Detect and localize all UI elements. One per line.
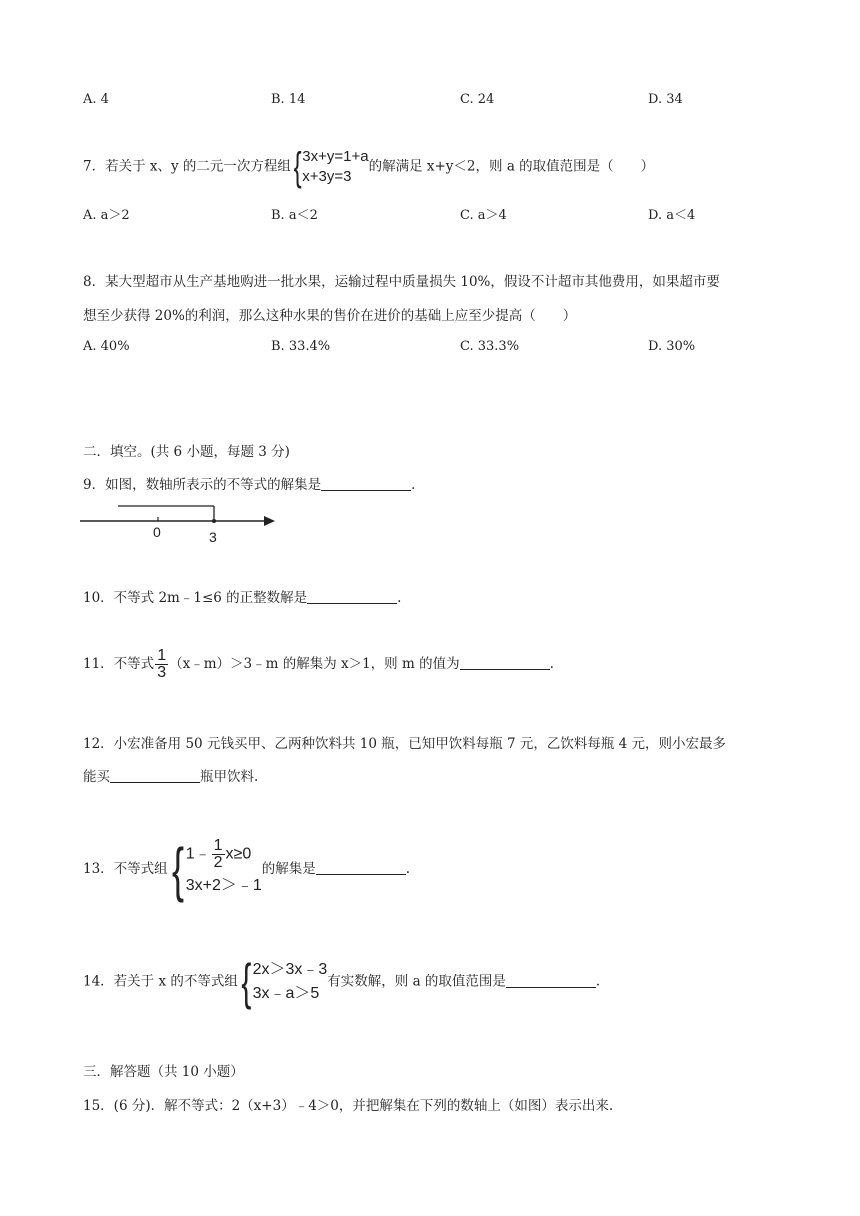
q7-prefix: 7．若关于 x、y 的二元一次方程组 [83,158,291,175]
arrow-head-icon [264,516,275,526]
q13-ineq1: 1﹣ $\frac{1}{2}$ x≥0 [185,837,252,871]
question-9: 9．如图，数轴所表示的不等式的解集是 . [83,477,416,493]
q7-option-d: D. a＜4 [648,208,696,223]
q6-option-c: C. 24 [460,92,495,107]
solution-endpoint-dot [212,519,216,523]
q8-line1: 8．某大型超市从生产基地购进一批水果，运输过程中质量损失 10%，假设不计超市其他费用，如果超市要 [83,274,720,290]
q8-option-c: C. 33.3% [460,339,520,354]
q13-inequality-system: { 1﹣ $\frac{1}{2}$ x≥0 3x+2＞﹣1 [171,835,262,903]
q6-option-a: A. 4 [83,92,109,107]
q12-line2: 能买 瓶甲饮料. [83,769,259,785]
q6-option-b: B. 14 [271,92,306,107]
q14-inequality-system: { 2x＞3x﹣3 3x﹣a＞5 [241,954,328,1010]
q8-option-b: B. 33.4% [271,339,331,354]
question-10: 10．不等式 2m﹣1≤6 的正整数解是 . [83,590,402,606]
q12-answer-blank[interactable] [110,768,200,783]
q13-answer-blank[interactable] [316,860,406,875]
q8-line2: 想至少获得 20%的利润，那么这种水果的售价在进价的基础上应至少提高（ ） [83,308,577,324]
q11-answer-blank[interactable] [460,655,550,670]
q8-option-d: D. 30% [648,339,696,354]
section-2-heading: 二．填空。(共 6 小题，每题 3 分) [83,444,290,460]
q11-fraction: $\frac{1}{3}$ [157,647,167,681]
q7-eq2: x+3y=3 [302,168,352,185]
q8-option-a: A. 40% [83,339,130,354]
q9-answer-blank[interactable] [321,476,411,491]
q7-option-c: C. a＞4 [460,208,507,223]
q7-equation-system: { 3x+y=1+a x+3y=3 [293,145,369,189]
q7-option-b: B. a＜2 [271,208,318,223]
q14-answer-blank[interactable] [506,973,596,988]
q6-option-d: D. 34 [648,92,683,107]
q7-suffix: 的解满足 x+y＜2，则 a 的取值范围是（ ） [368,158,655,175]
question-7 [83,147,654,187]
q9-number-line-figure [78,498,278,546]
q13-ineq2: 3x+2＞﹣1 [185,877,262,894]
label-three: 3 [209,529,217,545]
q10-answer-blank[interactable] [307,589,397,604]
label-zero: 0 [153,524,161,540]
q9-text: 9．如图，数轴所表示的不等式的解集是 [83,477,322,493]
question-13: 13．不等式组 { 1﹣ $\frac{1}{2}$ x≥0 3x+2＞﹣1 的解集是 . [83,835,411,903]
question-14: 14．若关于 x 的不等式组 { 2x＞3x﹣3 3x﹣a＞5 有实数解，则 a 的取值范围是 . [83,954,601,1010]
q7-option-a: A. a＞2 [83,208,130,223]
q7-eq1: 3x+y=1+a [302,148,369,165]
section-3-heading: 三．解答题（共 10 小题） [83,1064,244,1080]
q14-ineq2: 3x﹣a＞5 [252,985,320,1002]
q12-line1: 12．小宏准备用 50 元钱买甲、乙两种饮料共 10 瓶，已知甲饮料每瓶 7 元，乙饮料每瓶 4 元，则小宏最多 [83,736,727,752]
question-15: 15．(6 分)．解不等式：2（x+3）﹣4＞0，并把解集在下列的数轴上（如图）表示出来. [83,1098,614,1114]
question-11: 11．不等式 $\frac{1}{3}$ （x﹣m）＞3﹣m 的解集为 x＞1，则 m 的值为 . [83,647,554,681]
q14-ineq1: 2x＞3x﹣3 [252,961,328,978]
